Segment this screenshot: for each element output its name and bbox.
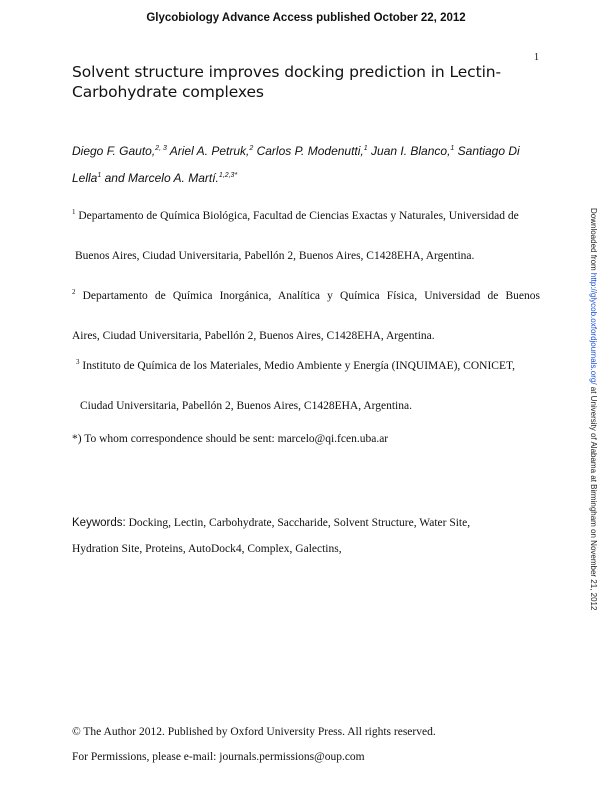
page-number: 1 (534, 52, 539, 63)
affiliation-3-line-1 (72, 346, 540, 386)
affiliation-2-line-2: Aires, Ciudad Universitaria, Pabellón 2, Buenos Aires, C1428EHA, Argentina. (72, 330, 435, 342)
author-affiliation-sup: 1 (363, 145, 368, 152)
affiliation-1-text: Departamento de Química Biológica, Facultad de Ciencias Exactas y Naturales, Universidad de (78, 210, 519, 222)
paper-title-line-2: Carbohydrate complexes (72, 83, 264, 101)
affiliation-1-line-1 (72, 196, 540, 236)
keywords-line-1 (72, 510, 542, 536)
download-watermark-suffix: at University of Alabama at Birmingham on November 21, 2012 (589, 384, 598, 611)
author-line-1 (72, 138, 542, 192)
download-watermark-prefix: Downloaded from (589, 208, 598, 273)
author-name: Carlos P. Modenutti, (256, 144, 364, 158)
author-affiliation-sup: 1 (450, 145, 455, 152)
author-name: Juan I. Blanco, (371, 144, 451, 158)
author-name: Ariel A. Petruk, (169, 144, 250, 158)
journal-link[interactable]: http://glycob.oxfordjournals.org/ (589, 272, 598, 385)
author-affiliation-sup: 1,2,3* (218, 172, 238, 179)
affiliation-1-line-2: Buenos Aires, Ciudad Universitaria, Pabellón 2, Buenos Aires, C1428EHA, Argentina. (75, 250, 475, 262)
affiliation-3-line-2: Ciudad Universitaria, Pabellón 2, Buenos Aires, C1428EHA, Argentina. (80, 400, 412, 412)
author-name: Diego F. Gauto, (72, 144, 156, 158)
author-name: and Marcelo A. Martí. (104, 171, 219, 185)
paper-title (72, 62, 522, 102)
paper-title-line-1: Solvent structure improves docking prediction in Lectin- (72, 63, 501, 81)
advance-access-header: Glycobiology Advance Access published October 22, 2012 (146, 12, 466, 24)
affiliation-sup: 1 (72, 208, 76, 216)
copyright-notice: © The Author 2012. Published by Oxford University Press. All rights reserved. (72, 726, 436, 738)
author-affiliation-sup: 1 (97, 172, 102, 179)
correspondence-note: *) To whom correspondence should be sent: marcelo@qi.fcen.uba.ar (72, 433, 389, 445)
author-name: Santiago Di Lella (72, 144, 520, 185)
affiliation-3 (72, 346, 540, 426)
keywords-line-2: Hydration Site, Proteins, AutoDock4, Complex, Galectins, (72, 543, 342, 555)
affiliation-sup: 3 (76, 358, 80, 366)
affiliation-3-text: Instituto de Química de los Materiales, Medio Ambiente y Energía (INQUIMAE), CONICET, (82, 360, 516, 372)
affiliation-2-text: Departamento de Química Inorgánica, Analítica y Química Física, Universidad de Buenos (82, 290, 540, 302)
affiliation-2 (72, 276, 540, 356)
affiliation-1 (72, 196, 540, 276)
download-watermark (589, 208, 598, 610)
permissions-notice: For Permissions, please e-mail: journals.permissions@oup.com (72, 751, 365, 763)
keywords-label: Keywords: (72, 517, 126, 529)
author-list (72, 138, 542, 192)
affiliation-sup: 2 (72, 288, 76, 296)
author-affiliation-sup: 2, 3 (155, 145, 167, 152)
author-affiliation-sup: 2 (249, 145, 254, 152)
keywords-block (72, 510, 542, 562)
keywords-text-1: Docking, Lectin, Carbohydrate, Saccharide, Solvent Structure, Water Site, (128, 517, 471, 529)
affiliation-2-line-1 (72, 276, 540, 316)
